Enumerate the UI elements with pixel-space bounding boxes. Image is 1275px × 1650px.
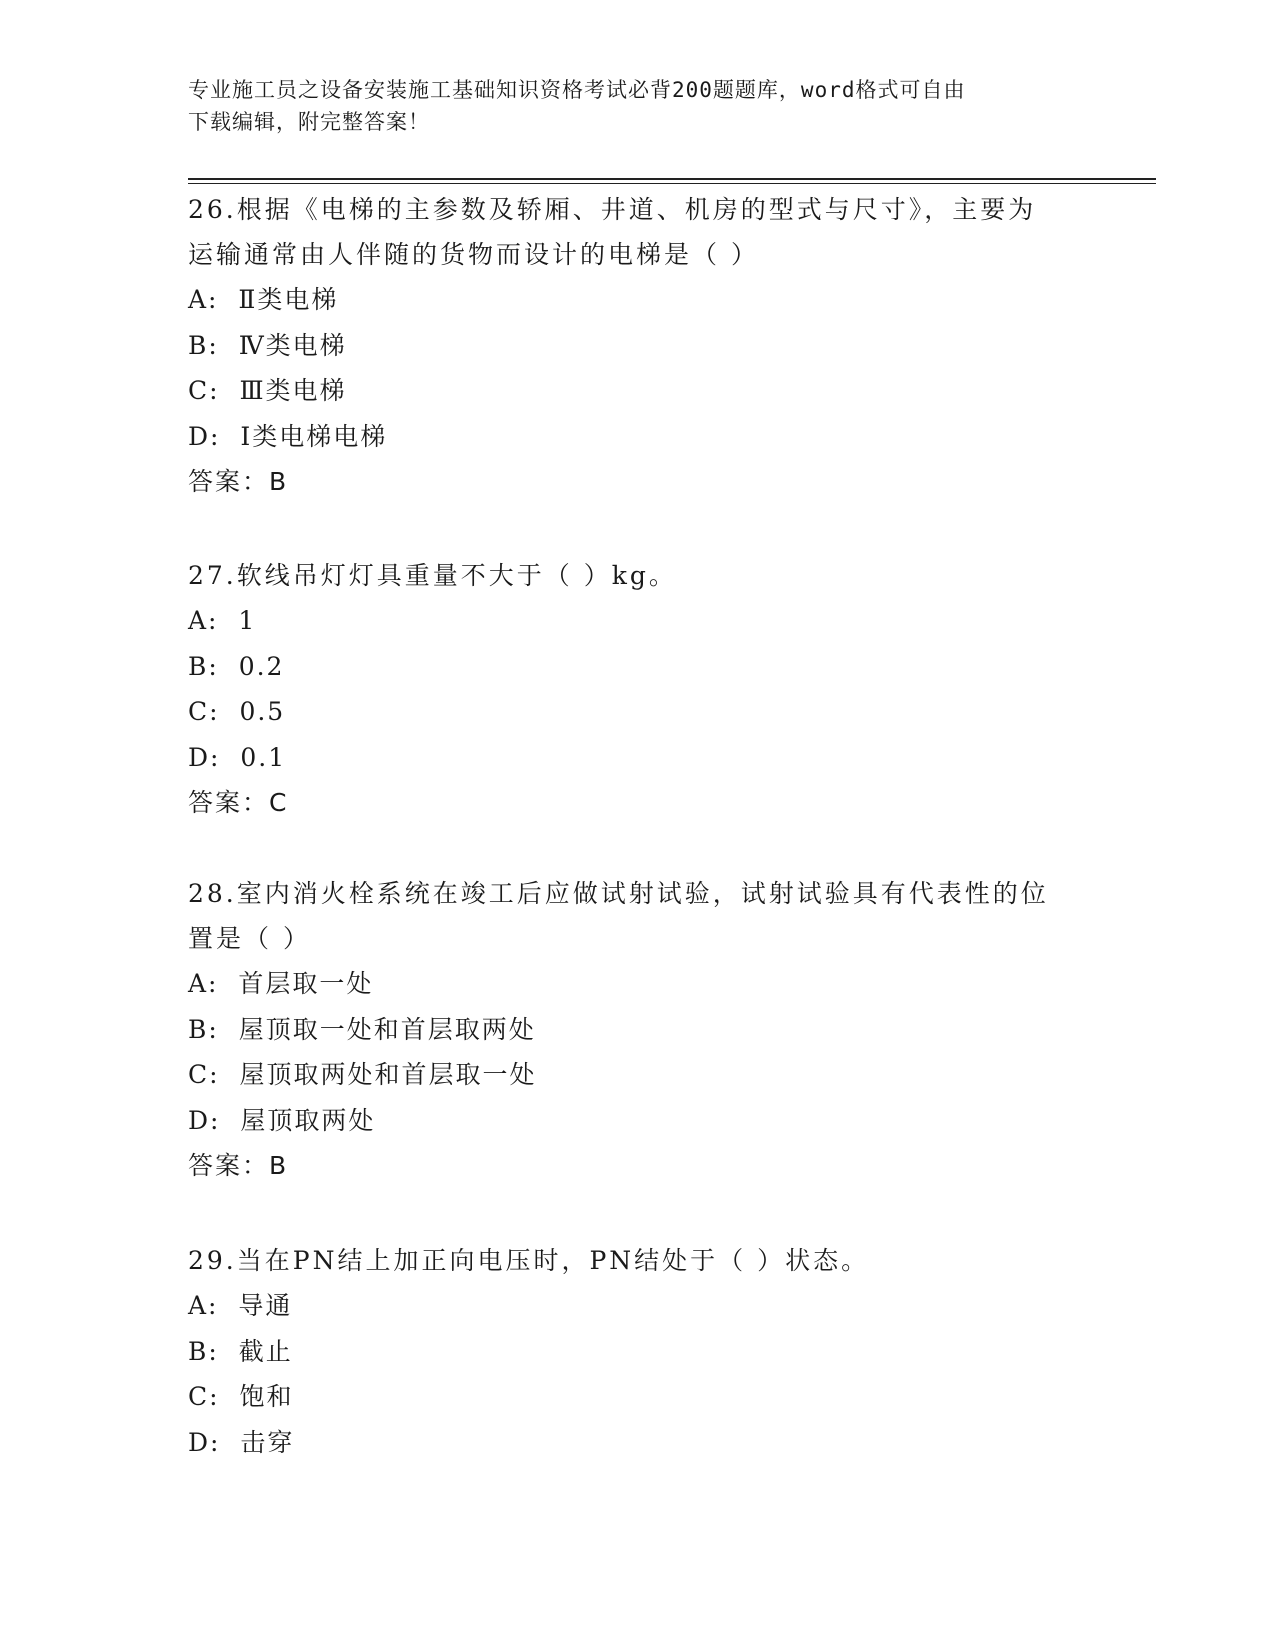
question-stem-line-1: 27.软线吊灯灯具重量不大于（ ）kg。 [188, 561, 677, 590]
option-d: D: 0.1 [188, 742, 287, 772]
answer-text: 答案：C [188, 788, 289, 817]
option-a: A: 导通 [188, 1291, 293, 1320]
question-29 [188, 1238, 1088, 1465]
question-stem-line-2: 运输通常由人伴随的货物而设计的电梯是（ ） [188, 240, 759, 269]
question-stem-line-1: 26.根据《电梯的主参数及轿厢、井道、机房的型式与尺寸》，主要为 [188, 195, 1037, 224]
question-28 [188, 871, 1088, 1189]
question-stem-line-1: 29.当在PN结上加正向电压时，PN结处于（ ）状态。 [188, 1246, 870, 1275]
option-a: A: Ⅱ类电梯 [188, 285, 339, 314]
question-26 [188, 187, 1088, 505]
answer-text: 答案：B [188, 1151, 289, 1180]
option-c: C: 0.5 [188, 697, 286, 726]
header-divider-thin [188, 183, 1156, 184]
document-header [188, 74, 1068, 138]
option-c: C: 屋顶取两处和首层取一处 [188, 1060, 537, 1089]
option-c: C: Ⅲ类电梯 [188, 376, 347, 405]
header-line-1: 专业施工员之设备安装施工基础知识资格考试必背200题题库，word格式可自由 [188, 78, 966, 102]
option-b: B: Ⅳ类电梯 [188, 330, 347, 360]
option-a: A: 1 [188, 606, 257, 635]
question-stem-line-1: 28.室内消火栓系统在竣工后应做试射试验，试射试验具有代表性的位 [188, 879, 1049, 908]
answer-text: 答案：B [188, 467, 289, 496]
header-divider-thick [188, 178, 1156, 180]
header-line-2: 下载编辑，附完整答案！ [188, 110, 430, 134]
option-b: B: 0.2 [188, 651, 285, 681]
option-d: D: Ⅰ类电梯电梯 [188, 421, 388, 451]
option-a: A: 首层取一处 [188, 969, 374, 998]
option-d: D: 屋顶取两处 [188, 1105, 376, 1135]
question-27 [188, 553, 1088, 826]
question-stem-line-2: 置是（ ） [188, 924, 311, 953]
option-b: B: 屋顶取一处和首层取两处 [188, 1014, 536, 1044]
option-c: C: 饱和 [188, 1382, 294, 1411]
option-b: B: 截止 [188, 1336, 293, 1366]
option-d: D: 击穿 [188, 1427, 295, 1457]
